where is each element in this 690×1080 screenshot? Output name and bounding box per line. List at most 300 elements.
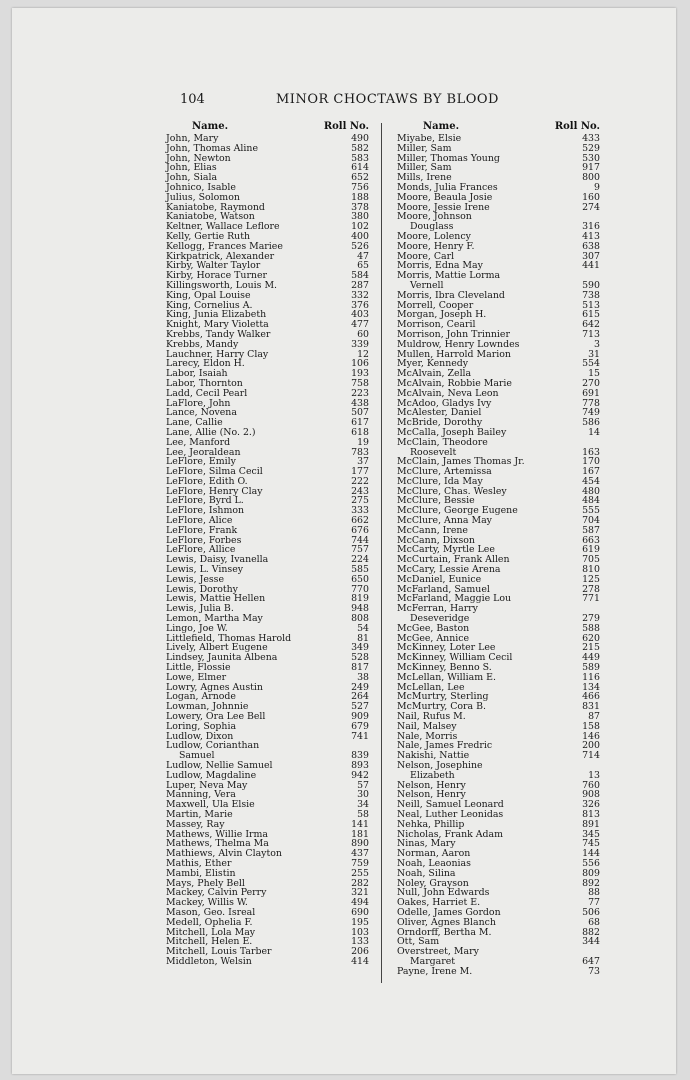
table-row — [397, 967, 600, 977]
entry-name: King, Opal Louise — [166, 289, 251, 301]
entry-name: Krebbs, Tandy Walker — [166, 328, 271, 340]
entry-name: Nail, Malsey — [397, 720, 457, 732]
entry-name: Moore, Beaula Josie — [397, 191, 493, 203]
right-column — [397, 121, 600, 981]
roll-number: 589 — [582, 662, 600, 674]
page-header — [12, 92, 676, 112]
entry-name: Elizabeth — [410, 769, 455, 781]
roll-number: 892 — [582, 877, 600, 889]
entry-name: Lewis, Mattie Hellen — [166, 593, 266, 605]
roll-number: 73 — [588, 965, 600, 977]
entry-name: McLellan, William E. — [397, 671, 496, 683]
entry-name: Labor, Isaiah — [166, 368, 228, 380]
entry-name: LaFlore, John — [166, 397, 231, 409]
entry-name: Lingo, Joe W. — [166, 622, 228, 634]
entry-name: Overstreet, Mary — [397, 946, 479, 958]
roll-number: 690 — [351, 906, 369, 918]
roll-column-header: Roll No. — [323, 121, 369, 132]
entry-name: McClure, Anna May — [397, 515, 492, 527]
roll-number: 255 — [351, 867, 369, 879]
entry-name: Moore, Henry F. — [397, 240, 475, 252]
entry-name: Mathiews, Alvin Clayton — [166, 848, 282, 860]
entry-name: Lauchner, Harry Clay — [166, 348, 269, 360]
entry-name: Ludlow, Nellie Samuel — [166, 760, 273, 771]
entry-name: McGee, Annice — [397, 632, 470, 644]
roll-number: 344 — [582, 936, 600, 948]
entry-name: King, Junia Elizabeth — [166, 309, 267, 321]
entry-name: Null, John Edwards — [397, 887, 490, 899]
entry-name: Mills, Irene — [397, 172, 452, 184]
entry-name: Nale, James Fredric — [397, 740, 493, 752]
entry-name: Manning, Vera — [166, 789, 236, 801]
roll-number: 326 — [582, 799, 600, 811]
roll-number: 590 — [582, 279, 600, 291]
entry-name: Oliver, Agnes Blanch — [397, 916, 496, 928]
roll-number: 54 — [357, 622, 369, 634]
entry-name: Kirby, Walter Taylor — [166, 260, 261, 272]
entry-name: Nelson, Josephine — [397, 760, 483, 771]
roll-number: 588 — [582, 622, 600, 634]
entry-name: Moore, Carl — [397, 250, 455, 262]
entry-name: Moore, Jessie Irene — [397, 201, 490, 213]
roll-number: 638 — [582, 240, 600, 252]
entry-name: Kaniatobe, Raymond — [166, 201, 265, 213]
roll-number: 800 — [582, 172, 600, 184]
roll-number: 620 — [582, 632, 600, 644]
roll-number: 438 — [351, 397, 369, 409]
entry-name: LeFlore, Forbes — [166, 534, 242, 546]
roll-number: 494 — [351, 897, 369, 909]
entry-name: Mitchell, Lola May — [166, 926, 256, 938]
roll-number: 783 — [351, 446, 369, 458]
roll-number: 554 — [582, 358, 600, 370]
roll-number: 270 — [582, 377, 600, 389]
entry-name: McCurtain, Frank Allen — [397, 554, 510, 566]
entry-name: Killingsworth, Louis M. — [166, 279, 278, 291]
roll-number: 584 — [351, 270, 369, 282]
entry-name: Lewis, L. Vinsey — [166, 564, 244, 576]
roll-number: 705 — [582, 554, 600, 566]
roll-number: 758 — [351, 377, 369, 389]
entry-name: McBride, Dorothy — [397, 417, 483, 429]
roll-number: 224 — [351, 554, 369, 566]
roll-number: 103 — [351, 926, 369, 938]
roll-number: 530 — [582, 152, 600, 164]
roll-number: 513 — [582, 299, 600, 311]
roll-number: 745 — [582, 838, 600, 850]
entry-name: McLellan, Lee — [397, 681, 465, 693]
roll-number: 15 — [588, 368, 600, 380]
entry-name: Mitchell, Louis Tarber — [166, 946, 272, 958]
roll-number: 642 — [582, 319, 600, 331]
roll-number: 206 — [351, 946, 369, 958]
entry-name: Monds, Julia Frances — [397, 181, 498, 193]
entry-name: Muldrow, Henry Lowndes — [397, 338, 520, 350]
entry-name: McKinney, William Cecil — [397, 652, 513, 664]
entry-name: Lowery, Ora Lee Bell — [166, 711, 266, 723]
roll-number: 65 — [357, 260, 369, 272]
roll-number: 556 — [582, 857, 600, 869]
entry-name: Larecy, Eldon H. — [166, 358, 245, 370]
entry-name: Lindsey, Jaunita Albena — [166, 652, 278, 664]
roll-number: 744 — [351, 534, 369, 546]
roll-number: 345 — [582, 828, 600, 840]
entry-name: John, Newton — [166, 152, 231, 164]
entry-name: Odelle, James Gordon — [397, 906, 501, 918]
roll-number: 275 — [351, 495, 369, 507]
roll-number: 839 — [351, 750, 369, 762]
roll-number: 87 — [588, 711, 600, 723]
roll-number: 507 — [351, 407, 369, 419]
roll-number: 282 — [351, 877, 369, 889]
entry-name: McCalla, Joseph Bailey — [397, 426, 507, 438]
entry-name: Ludlow, Magdaline — [166, 769, 257, 781]
column-divider — [381, 123, 382, 983]
entry-name: Maxwell, Ula Elsie — [166, 799, 255, 811]
entry-name: Loring, Sophia — [166, 720, 237, 732]
roll-number: 106 — [351, 358, 369, 370]
roll-number: 741 — [351, 730, 369, 742]
entry-name: Nale, Morris — [397, 730, 458, 742]
entry-name: Ninas, Mary — [397, 838, 456, 850]
entry-name: Neill, Samuel Leonard — [397, 799, 504, 811]
roll-number: 30 — [357, 789, 369, 801]
entry-name: Mullen, Harrold Marion — [397, 348, 511, 360]
name-column-header: Name. — [423, 121, 460, 132]
roll-number: 441 — [582, 260, 600, 272]
roll-number: 163 — [582, 446, 600, 458]
entry-name: Lemon, Martha May — [166, 613, 263, 625]
roll-number: 19 — [357, 436, 369, 448]
entry-name: Miyabe, Elsie — [397, 133, 462, 144]
roll-number: 585 — [351, 564, 369, 576]
roll-number: 193 — [351, 368, 369, 380]
entry-name: McClure, Artemissa — [397, 466, 492, 478]
roll-number: 527 — [351, 701, 369, 713]
entry-name: Nail, Rufus M. — [397, 711, 466, 723]
roll-number: 77 — [588, 897, 600, 909]
entry-name: King, Cornelius A. — [166, 299, 253, 311]
roll-number: 587 — [582, 524, 600, 536]
roll-number: 376 — [351, 299, 369, 311]
entry-name: Lee, Manford — [166, 436, 231, 448]
entry-name: McCary, Lessie Arena — [397, 564, 501, 576]
entry-name: Moore, Johnson — [397, 211, 472, 223]
left-column — [166, 121, 369, 981]
roll-number: 57 — [357, 779, 369, 791]
entry-name: Morrison, Cearil — [397, 319, 476, 331]
roll-number: 332 — [351, 289, 369, 301]
entry-name: Nelson, Henry — [397, 779, 466, 791]
table-row — [166, 957, 369, 967]
roll-number: 177 — [351, 466, 369, 478]
entry-name: LeFlore, Silma Cecil — [166, 466, 263, 478]
roll-number: 759 — [351, 857, 369, 869]
roll-number: 58 — [357, 808, 369, 820]
roll-number: 449 — [582, 652, 600, 664]
entry-name: Luper, Neva May — [166, 779, 248, 791]
entry-name: McCarty, Myrtle Lee — [397, 544, 495, 556]
entry-name: Nicholas, Frank Adam — [397, 828, 504, 840]
roll-number: 650 — [351, 573, 369, 585]
entry-name: Logan, Arnode — [166, 691, 236, 703]
roll-number: 619 — [582, 544, 600, 556]
entry-name: Deseveridge — [410, 613, 470, 625]
roll-number: 321 — [351, 887, 369, 899]
entry-name: McCann, Irene — [397, 524, 468, 536]
roll-number: 170 — [582, 456, 600, 468]
roll-number: 243 — [351, 485, 369, 497]
roll-number: 403 — [351, 309, 369, 321]
roll-number: 167 — [582, 466, 600, 478]
roll-number: 200 — [582, 740, 600, 752]
entry-name: Mambi, Elistin — [166, 867, 236, 879]
roll-number: 195 — [351, 916, 369, 928]
roll-number: 102 — [351, 221, 369, 233]
entry-name: Lane, Callie — [166, 417, 223, 429]
roll-number: 14 — [588, 426, 600, 438]
roll-number: 738 — [582, 289, 600, 301]
roll-number: 948 — [351, 603, 369, 615]
entry-name: McClure, Chas. Wesley — [397, 485, 507, 497]
roll-number: 756 — [351, 181, 369, 193]
entry-name: McClain, Theodore — [397, 436, 488, 448]
roll-number: 37 — [357, 456, 369, 468]
roll-number: 891 — [582, 818, 600, 830]
roll-number: 466 — [582, 691, 600, 703]
roll-number: 414 — [351, 955, 369, 967]
entry-name: McClure, Ida May — [397, 475, 483, 487]
entry-name: Douglass — [410, 221, 454, 233]
entry-name: McGee, Baston — [397, 622, 470, 634]
roll-number: 771 — [582, 593, 600, 605]
roll-number: 893 — [351, 760, 369, 771]
roll-number: 583 — [351, 152, 369, 164]
roll-number: 3 — [594, 338, 600, 350]
roll-number: 615 — [582, 309, 600, 321]
roll-number: 264 — [351, 691, 369, 703]
roll-number: 778 — [582, 397, 600, 409]
entry-name: Lane, Allie (No. 2.) — [166, 426, 256, 438]
roll-number: 279 — [582, 613, 600, 625]
entry-name: Lowe, Elmer — [166, 671, 227, 683]
entry-name: John, Mary — [166, 133, 219, 144]
roll-number: 181 — [351, 828, 369, 840]
entry-name: McFarland, Maggie Lou — [397, 593, 512, 605]
entry-name: Keltner, Wallace Leflore — [166, 221, 280, 233]
entry-name: Mathews, Willie Irma — [166, 828, 268, 840]
roll-number: 882 — [582, 926, 600, 938]
name-column-header: Name. — [192, 121, 229, 132]
entry-name: McCann, Dixson — [397, 534, 475, 546]
roll-number: 662 — [351, 515, 369, 527]
roll-number: 676 — [351, 524, 369, 536]
entry-name: Julius, Solomon — [166, 191, 240, 203]
entry-name: McClure, Bessie — [397, 495, 475, 507]
entry-name: Knight, Mary Violetta — [166, 319, 269, 331]
entry-name: Miller, Sam — [397, 142, 452, 154]
roll-number: 400 — [351, 230, 369, 242]
entry-name: Lively, Albert Eugene — [166, 642, 268, 654]
roll-number: 713 — [582, 328, 600, 340]
entry-name: Mathews, Thelma Ma — [166, 838, 269, 850]
roll-number: 160 — [582, 191, 600, 203]
roll-number: 134 — [582, 681, 600, 693]
roll-number: 38 — [357, 671, 369, 683]
roll-number: 215 — [582, 642, 600, 654]
roll-number: 433 — [582, 133, 600, 144]
entry-name: Morrison, John Trinnier — [397, 328, 510, 340]
entry-name: Morrell, Cooper — [397, 299, 474, 311]
roll-number: 810 — [582, 564, 600, 576]
entry-name: Ladd, Cecil Pearl — [166, 387, 248, 399]
entry-name: Morgan, Joseph H. — [397, 309, 487, 321]
roll-number: 917 — [582, 162, 600, 174]
roll-number: 480 — [582, 485, 600, 497]
entry-name: Mitchell, Helen E. — [166, 936, 253, 948]
roll-number: 31 — [588, 348, 600, 360]
entry-name: Nehka, Phillip — [397, 818, 465, 830]
entry-name: Lowman, Johnnie — [166, 701, 249, 713]
entry-name: Vernell — [410, 279, 444, 291]
entry-name: McMurtry, Cora B. — [397, 701, 486, 713]
entry-name: Neal, Luther Leonidas — [397, 808, 504, 820]
entry-name: John, Thomas Aline — [166, 142, 258, 154]
roll-number: 749 — [582, 407, 600, 419]
entry-name: LeFlore, Edith O. — [166, 475, 248, 487]
roll-number: 316 — [582, 221, 600, 233]
entry-name: Ludlow, Corianthan — [166, 740, 260, 752]
roll-number: 618 — [351, 426, 369, 438]
entry-name: Littlefield, Thomas Harold — [166, 632, 292, 644]
entry-name: Lowry, Agnes Austin — [166, 681, 263, 693]
roll-number: 158 — [582, 720, 600, 732]
roll-number: 647 — [582, 955, 600, 967]
entry-name: Morris, Edna May — [397, 260, 483, 272]
roll-number: 287 — [351, 279, 369, 291]
entry-name: Mackey, Calvin Perry — [166, 887, 267, 899]
roll-number: 380 — [351, 211, 369, 223]
roll-number: 222 — [351, 475, 369, 487]
roll-number: 34 — [357, 799, 369, 811]
entry-name: Morris, Mattie Lorma — [397, 270, 501, 282]
roll-number: 274 — [582, 201, 600, 213]
roll-number: 942 — [351, 769, 369, 781]
entry-name: LeFlore, Alice — [166, 515, 233, 527]
entry-name: Mathis, Ether — [166, 857, 232, 869]
roll-number: 12 — [357, 348, 369, 360]
roll-number: 378 — [351, 201, 369, 213]
roll-number: 146 — [582, 730, 600, 742]
entry-name: McAlvain, Zella — [397, 368, 472, 380]
roll-number: 437 — [351, 848, 369, 860]
entry-name: LeFlore, Frank — [166, 524, 238, 536]
entry-name: Kellogg, Frances Mariee — [166, 240, 283, 252]
roll-number: 809 — [582, 867, 600, 879]
entry-name: Massey, Ray — [166, 818, 225, 830]
entry-name: McKinney, Loter Lee — [397, 642, 496, 654]
entry-name: Orndorff, Bertha M. — [397, 926, 492, 938]
roll-column-header: Roll No. — [554, 121, 600, 132]
roll-number: 817 — [351, 662, 369, 674]
entry-name: Middleton, Welsin — [166, 955, 252, 967]
roll-number: 490 — [351, 133, 369, 144]
roll-number: 454 — [582, 475, 600, 487]
entry-name: Martin, Marie — [166, 808, 233, 820]
roll-number: 116 — [582, 671, 600, 683]
entry-name: LeFlore, Ishmon — [166, 505, 245, 517]
roll-number: 278 — [582, 583, 600, 595]
roll-number: 808 — [351, 613, 369, 625]
entry-name: McMurtry, Sterling — [397, 691, 489, 703]
entry-name: Mason, Geo. Isreal — [166, 906, 256, 918]
roll-number: 249 — [351, 681, 369, 693]
entry-name: Norman, Aaron — [397, 848, 471, 860]
entry-name: Oakes, Harriet E. — [397, 897, 481, 909]
roll-number: 60 — [357, 328, 369, 340]
entry-name: McDaniel, Eunice — [397, 573, 482, 585]
roll-number: 484 — [582, 495, 600, 507]
entry-name: McFerran, Harry — [397, 603, 478, 615]
entry-name: Roosevelt — [410, 446, 457, 458]
roll-number: 770 — [351, 583, 369, 595]
roll-number: 528 — [351, 652, 369, 664]
roll-number: 908 — [582, 789, 600, 801]
entry-name: Miller, Sam — [397, 162, 452, 174]
page-number: 104 — [180, 92, 205, 107]
entry-name: Little, Flossie — [166, 662, 231, 674]
entry-name: Noley, Grayson — [397, 877, 469, 889]
roll-number: 47 — [357, 250, 369, 262]
entry-name: Kirby, Horace Turner — [166, 270, 268, 282]
entry-name: Krebbs, Mandy — [166, 338, 239, 350]
roll-number: 617 — [351, 417, 369, 429]
entry-name: Mackey, Willis W. — [166, 897, 248, 909]
roll-number: 813 — [582, 808, 600, 820]
roll-number: 88 — [588, 887, 600, 899]
roll-number: 555 — [582, 505, 600, 517]
roll-number: 223 — [351, 387, 369, 399]
entry-name: Lewis, Dorothy — [166, 583, 238, 595]
roll-number: 652 — [351, 172, 369, 184]
entry-name: McKinney, Benno S. — [397, 662, 492, 674]
entry-name: Noah, Leaonias — [397, 857, 471, 869]
entry-name: McClure, George Eugene — [397, 505, 518, 517]
entry-name: Payne, Irene M. — [397, 965, 473, 977]
roll-number: 890 — [351, 838, 369, 850]
entry-name: McFarland, Samuel — [397, 583, 490, 595]
entry-name: Ott, Sam — [397, 936, 440, 948]
roll-number: 506 — [582, 906, 600, 918]
roll-number: 81 — [357, 632, 369, 644]
entry-name: Lewis, Jesse — [166, 573, 225, 585]
entry-name: Labor, Thornton — [166, 377, 243, 389]
roll-number: 831 — [582, 701, 600, 713]
roll-number: 349 — [351, 642, 369, 654]
roll-number: 909 — [351, 711, 369, 723]
page-title: MINOR CHOCTAWS BY BLOOD — [276, 92, 499, 107]
entry-name: Lee, Jeoraldean — [166, 446, 241, 458]
entry-name: Myer, Kennedy — [397, 358, 469, 370]
entry-name: McAlester, Daniel — [397, 407, 482, 419]
entry-name: LeFlore, Henry Clay — [166, 485, 263, 497]
entry-name: Medell, Ophelia F. — [166, 916, 253, 928]
roll-number: 141 — [351, 818, 369, 830]
roll-number: 679 — [351, 720, 369, 732]
roll-number: 714 — [582, 750, 600, 762]
entry-name: McAlvain, Neva Leon — [397, 387, 499, 399]
entry-name: Johnico, Isable — [166, 181, 236, 193]
